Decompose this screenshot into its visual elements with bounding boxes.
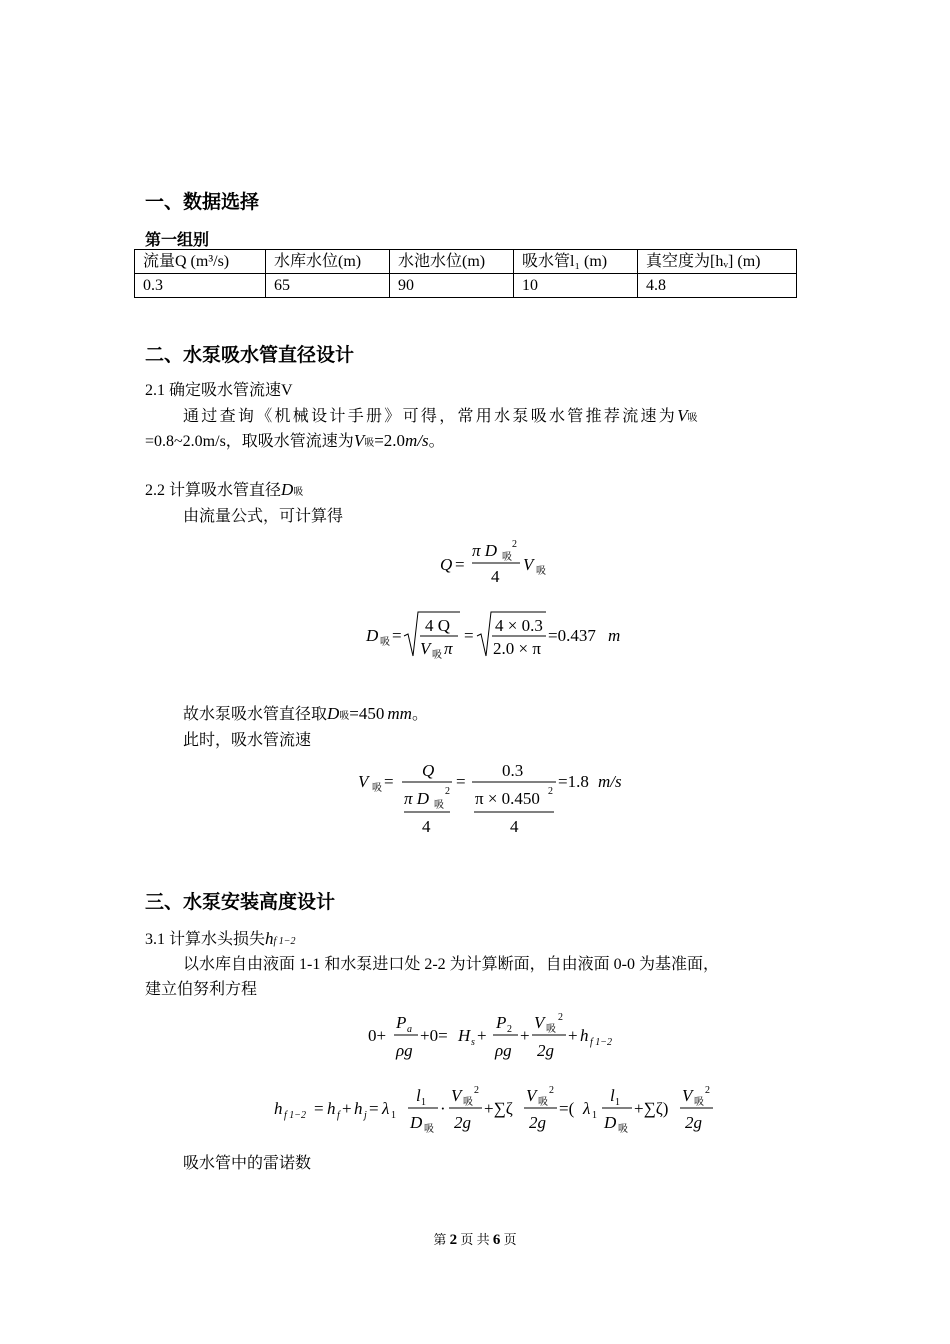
eq-d-unit: m [608, 626, 621, 645]
h-symbol: h [265, 929, 274, 948]
svg-text:吸: 吸 [694, 1097, 704, 1108]
svg-text:+∑ζ): +∑ζ) [634, 1099, 669, 1118]
svg-text:吸: 吸 [380, 637, 390, 648]
svg-text:f 1−2: f 1−2 [590, 1037, 613, 1048]
svg-text:h: h [580, 1026, 589, 1045]
svg-text:+0=: +0= [420, 1026, 448, 1045]
svg-text:吸: 吸 [618, 1124, 628, 1135]
table-header-cell: 水库水位(m) [266, 250, 390, 274]
svg-text:吸: 吸 [463, 1097, 473, 1108]
svg-text:2g: 2g [685, 1113, 702, 1132]
table-header-cell: 真空度为[hᵥ] (m) [638, 250, 797, 274]
svg-text:0+: 0+ [368, 1026, 387, 1045]
v-symbol: V [353, 431, 365, 450]
svg-text:Q: Q [422, 761, 435, 780]
velocity-value: =2.0 [374, 431, 406, 450]
table-cell: 4.8 [638, 274, 797, 298]
svg-text:V: V [523, 555, 534, 574]
svg-text:+: + [520, 1026, 530, 1045]
equation-flow-rate [430, 534, 560, 590]
svg-text:π: π [444, 639, 453, 658]
svg-text:=: = [455, 555, 465, 574]
svg-text:吸: 吸 [432, 650, 442, 661]
svg-text:2: 2 [558, 1012, 563, 1023]
velocity-unit: m/s [405, 431, 429, 450]
eq-v-den: π × 0.450 [475, 789, 540, 808]
svg-text:=: = [464, 626, 474, 645]
section-2-title: 二、水泵吸水管直径设计 [145, 344, 355, 366]
svg-text:吸: 吸 [546, 1024, 556, 1035]
svg-text:D: D [410, 1113, 423, 1132]
svg-text:2: 2 [705, 1085, 710, 1096]
svg-text:h: h [274, 1099, 283, 1118]
d-symbol: D [327, 704, 340, 723]
svg-text:2g: 2g [529, 1113, 546, 1132]
footer-page-number: 2 [449, 1232, 458, 1248]
heading-text: 2.2 计算吸水管直径 [145, 482, 282, 499]
svg-text:吸: 吸 [536, 566, 546, 577]
svg-text:=: = [369, 1099, 379, 1118]
choose-text: 故水泵吸水管直径取 [183, 706, 328, 723]
table-cell: 10 [514, 274, 638, 298]
svg-text:V: V [526, 1086, 537, 1105]
svg-text:2: 2 [549, 1085, 554, 1096]
paragraph-text: =0.8~2.0m/s，取吸水管流速为 [145, 433, 354, 450]
table-header-row [135, 250, 797, 274]
choose-diameter-line [183, 701, 428, 724]
svg-text:P: P [396, 1013, 407, 1032]
svg-text:λ: λ [583, 1099, 591, 1118]
heading-3-1 [145, 926, 296, 949]
eq-d-num1: 4 Q [425, 616, 451, 635]
paragraph-2-1-line2 [145, 428, 445, 451]
svg-text:吸: 吸 [538, 1097, 548, 1108]
svg-text:f 1−2: f 1−2 [284, 1110, 307, 1121]
svg-text:ρg: ρg [396, 1041, 413, 1060]
svg-text:h: h [354, 1099, 363, 1118]
svg-text:V: V [451, 1086, 462, 1105]
svg-text:2: 2 [507, 1024, 512, 1035]
svg-text:ρg: ρg [495, 1041, 512, 1060]
d-symbol: D [281, 480, 294, 499]
equation-velocity [352, 756, 642, 846]
eq-d-result: =0.437 [548, 626, 596, 645]
svg-text:λ: λ [382, 1099, 390, 1118]
svg-text:s: s [471, 1037, 475, 1048]
equation-diameter [360, 606, 640, 666]
svg-text:吸: 吸 [372, 783, 382, 794]
eq-v-four: 4 [510, 817, 519, 836]
v-subscript: 吸 [687, 413, 698, 424]
svg-text:·: · [440, 1099, 446, 1118]
svg-text:Q: Q [440, 555, 453, 574]
svg-text:j: j [364, 1110, 367, 1121]
svg-text:V: V [534, 1013, 545, 1032]
table-row [135, 274, 797, 298]
svg-text:D: D [604, 1113, 617, 1132]
svg-text:2: 2 [548, 786, 553, 797]
svg-text:4: 4 [491, 567, 500, 586]
svg-text:V: V [682, 1086, 693, 1105]
period: 。 [411, 706, 428, 723]
svg-text:=(: =( [559, 1099, 575, 1118]
svg-text:2g: 2g [454, 1113, 471, 1132]
svg-text:1: 1 [421, 1097, 426, 1108]
svg-text:2: 2 [474, 1085, 479, 1096]
svg-text:1: 1 [391, 1110, 396, 1121]
svg-text:=: = [456, 772, 466, 791]
svg-text:a: a [407, 1024, 412, 1035]
svg-text:l: l [610, 1086, 615, 1105]
svg-text:H: H [458, 1026, 471, 1045]
svg-text:2: 2 [512, 539, 517, 550]
svg-text:+: + [342, 1099, 352, 1118]
reynolds-text: 吸水管中的雷诺数 [183, 1155, 312, 1172]
svg-text:h: h [327, 1099, 336, 1118]
svg-text:+: + [477, 1026, 487, 1045]
paragraph-2-1-line1 [183, 403, 698, 426]
v-subscript: 吸 [364, 438, 375, 449]
page-footer [0, 1229, 950, 1249]
table-cell: 90 [390, 274, 514, 298]
heading-2-1: 2.1 确定吸水管流速V [145, 382, 293, 399]
choose-unit: mm [387, 704, 412, 723]
d-subscript: 吸 [339, 711, 350, 722]
table-cell: 0.3 [135, 274, 266, 298]
then-text: 此时，吸水管流速 [183, 732, 312, 749]
section-1-title: 一、数据选择 [145, 191, 260, 213]
h-subscript: f 1−2 [273, 936, 296, 947]
table-header-cell: 流量Q (m³/s) [135, 250, 266, 274]
svg-text:f: f [337, 1110, 340, 1121]
svg-text:+∑ζ: +∑ζ [484, 1099, 513, 1118]
heading-2-2 [145, 477, 303, 500]
svg-text:1: 1 [592, 1110, 597, 1121]
svg-text:=: = [314, 1099, 324, 1118]
v-symbol: V [677, 406, 688, 425]
table-header-cell: 水池水位(m) [390, 250, 514, 274]
svg-text:2g: 2g [537, 1041, 554, 1060]
table-header-cell: 吸水管l₁ (m) [514, 250, 638, 274]
eq-v-num: 0.3 [502, 761, 524, 780]
svg-text:=: = [392, 626, 402, 645]
svg-text:V: V [420, 639, 431, 658]
svg-text:D: D [366, 626, 379, 645]
data-table [134, 249, 797, 298]
footer-total-pages: 6 [492, 1232, 501, 1248]
eq-v-unit: m/s [598, 772, 622, 791]
svg-text:π D: π D [472, 541, 498, 560]
svg-text:V: V [358, 772, 369, 791]
equation-head-loss [270, 1080, 730, 1138]
eq-d-num2: 4 × 0.3 [495, 616, 543, 635]
paragraph-3-1-line1: 以水库自由液面 1-1 和水泵进口处 2-2 为计算断面，自由液面 0-0 为基准面， [183, 956, 719, 973]
footer-prefix: 第 [433, 1232, 447, 1247]
heading-text: 3.1 计算水头损失 [145, 931, 266, 948]
svg-text:P: P [496, 1013, 507, 1032]
group-label: 第一组别 [145, 230, 210, 249]
svg-text:+: + [568, 1026, 578, 1045]
equation-bernoulli [362, 1008, 632, 1064]
svg-text:4: 4 [422, 817, 431, 836]
footer-mid: 页 共 [460, 1232, 490, 1247]
table-cell: 65 [266, 274, 390, 298]
d-subscript: 吸 [293, 487, 304, 498]
paragraph-text: 通过查询《机械设计手册》可得，常用水泵吸水管推荐流速为 [183, 408, 678, 425]
svg-text:吸: 吸 [424, 1124, 434, 1135]
choose-value: =450 [349, 704, 385, 723]
svg-text:l: l [416, 1086, 421, 1105]
svg-text:2: 2 [445, 786, 450, 797]
eq-v-result: =1.8 [558, 772, 589, 791]
paragraph-3-1-line2: 建立伯努利方程 [145, 981, 258, 998]
svg-text:π D: π D [404, 789, 430, 808]
intro-text: 由流量公式，可计算得 [183, 508, 344, 525]
footer-suffix: 页 [503, 1232, 517, 1247]
svg-text:吸: 吸 [434, 800, 444, 811]
eq-d-den2: 2.0 × π [493, 639, 541, 658]
period: 。 [428, 433, 445, 450]
svg-text:吸: 吸 [502, 552, 512, 563]
svg-text:1: 1 [615, 1097, 620, 1108]
svg-text:=: = [384, 772, 394, 791]
section-3-title: 三、水泵安装高度设计 [145, 891, 336, 913]
